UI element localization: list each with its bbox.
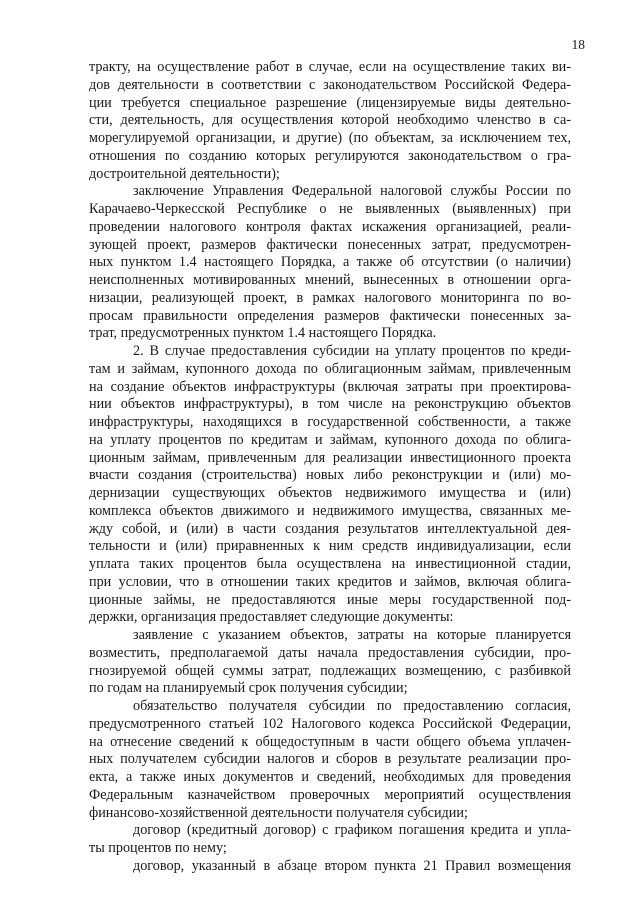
text-line: низации, реализующей проект, в рамках налогового мониторинга по во- bbox=[89, 289, 571, 306]
text-line: 2. В случае предоставления субсидии на уплату процентов по креди- bbox=[133, 343, 571, 359]
text-line: вчасти создания (строительства) новых либо реконструкции и (или) мо- bbox=[89, 467, 571, 484]
document-body bbox=[89, 59, 571, 876]
text-line: ных получателем субсидии налогов и сборов в результате реализации про- bbox=[89, 751, 571, 768]
text-line: при условии, что в отношении таких кредитов и займов, включая облига- bbox=[89, 573, 571, 590]
text-line: договор (кредитный договор) с графиком погашения кредита и упла- bbox=[133, 822, 571, 839]
text-line: трат, предусмотренных пунктом 1.4 настоящего Порядка. bbox=[89, 325, 437, 342]
text-line: неисполненных мотивированных мнений, вынесенных в отношении орга- bbox=[89, 272, 571, 288]
text-line: тракту, на осуществление работ в случае, если на осуществление таких ви- bbox=[89, 59, 571, 75]
text-line: просам правильности определения размеров фактически понесенных за- bbox=[89, 307, 571, 324]
text-line: уплата таких процентов была осуществлена на инвестиционной стадии, bbox=[89, 556, 571, 572]
text-line: жду собой, и (или) в части создания результатов интеллектуальной дея- bbox=[89, 520, 571, 537]
text-line: Карачаево-Черкесской Республике о не выявленных (выявленных) при bbox=[89, 201, 571, 217]
text-line: ции требуется специальное разрешение (лицензируемые виды деятельно- bbox=[89, 94, 571, 111]
text-line: заключение Управления Федеральной налоговой службы России по bbox=[133, 183, 571, 200]
text-line: на создание объектов инфраструктуры (включая затраты при проектирова- bbox=[89, 378, 571, 395]
page-number: 18 bbox=[571, 37, 585, 52]
text-line: тельности и (или) приравненных к ним средств индивидуализации, если bbox=[89, 538, 571, 555]
text-line: заявление с указанием объектов, затраты на которые планируется bbox=[133, 627, 571, 643]
text-line: по годам на планируемый срок получения субсидии; bbox=[89, 680, 408, 697]
text-line: держки, организация предоставляет следующие документы: bbox=[89, 609, 454, 626]
text-line: ционные займы, не предоставляются иные меры государственной под- bbox=[89, 591, 571, 608]
text-line: дов деятельности в соответствии с законодательством Российской Федера- bbox=[89, 76, 571, 93]
text-line: на уплату процентов по кредитам и займам, купонного дохода по облига- bbox=[89, 431, 571, 448]
text-line: отношения по созданию которых регулируются законодательством о гра- bbox=[89, 147, 571, 164]
text-line: ных пунктом 1.4 настоящего Порядка, а также об отсутствии (о наличии) bbox=[89, 254, 571, 271]
text-line: договор, указанный в абзаце втором пункта 21 Правил возмещения bbox=[133, 857, 571, 874]
text-line: Федеральным казначейством проверочных мероприятий осуществления bbox=[89, 786, 571, 803]
text-line: обязательство получателя субсидии по предоставлению согласия, bbox=[133, 698, 571, 714]
text-line: морегулируемой организации, и другие) (по объектам, за исключением тех, bbox=[89, 130, 571, 146]
text-line: ты процентов по нему; bbox=[89, 840, 227, 856]
text-line: проведении налогового контроля фактах искажения организацией, реали- bbox=[89, 218, 571, 235]
text-line: достроительной деятельности); bbox=[89, 165, 280, 182]
text-line: дернизации существующих объектов недвижимого имущества и (или) bbox=[89, 485, 571, 501]
text-line: екта, а также иных документов и сведений, необходимых для проведения bbox=[89, 769, 571, 785]
text-line: финансово-хозяйственной деятельности получателя субсидии; bbox=[89, 804, 468, 821]
text-line: сти, деятельность, для осуществления которой необходимо членство в са- bbox=[89, 112, 571, 129]
text-line: ционным займам, привлеченным для реализации инвестиционного проекта bbox=[89, 449, 571, 466]
text-line: на отнесение сведений к общедоступным в части общего объема уплачен- bbox=[89, 733, 571, 750]
text-line: возместить, предполагаемой даты начала предоставления субсидии, про- bbox=[89, 644, 571, 661]
text-line: предусмотренного статьей 102 Налогового кодекса Российской Федерации, bbox=[89, 715, 571, 732]
text-line: зующей проект, размеров фактически понесенных затрат, предусмотрен- bbox=[89, 236, 571, 253]
text-line: комплекса объектов движимого и недвижимого имущества, связанных ме- bbox=[89, 502, 571, 519]
text-line: гнозируемой общей суммы затрат, подлежащих возмещению, с разбивкой bbox=[89, 662, 571, 679]
text-line: нии объектов инфраструктуры), в том числе на реконструкцию объектов bbox=[89, 396, 571, 413]
text-line: там и займам, купонного дохода по облигационным займам, привлеченным bbox=[89, 360, 571, 377]
text-line: инфраструктуры, находящихся в государственной собственности, а также bbox=[89, 414, 571, 430]
